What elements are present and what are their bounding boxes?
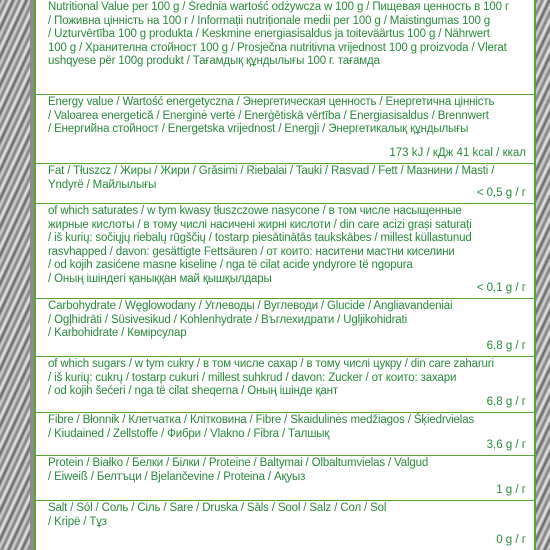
row-value: 6,8 g / г bbox=[486, 340, 526, 353]
row-sugars bbox=[36, 357, 534, 413]
background-texture-right bbox=[536, 0, 550, 550]
row-value: 173 kJ / кДж 41 kcal / ккал bbox=[389, 147, 526, 160]
row-fat bbox=[36, 164, 534, 204]
row-value: 1 g / г bbox=[496, 484, 526, 497]
row-protein bbox=[36, 456, 534, 501]
row-label: of which saturates / w tym kwasy tłuszczowe nasycone / в том числе насыщенные жирные кислоты / в тому числі насичені жирні кислоти / din care acizi grași saturați / iš kurių: sočiųjų riebalų rūgščių / tostarp piesātinātās taukskābes / millest küllastunud rasvhapped / davon: gesättigte Fettsäuren / от които: наситени мастни киселини / od kojih zasićene masne kiseline / nga të cilat acide yndyrore të ngopura / Оның ішіндегі қаныққан май қышқылдары bbox=[48, 205, 472, 285]
row-energy bbox=[36, 95, 534, 164]
row-label: Fat / Tłuszcz / Жиры / Жири / Grăsimi / Riebalai / Tauki / Rasvad / Fett / Мазнини / Masti / Yndyrë / Майлылығы bbox=[48, 165, 495, 191]
row-label: Protein / Białko / Белки / Білки / Proteine / Baltymai / Olbaltumvielas / Valgud / Eiweiß / Белтъци / Bjelančevine / Proteina / Ақуыз bbox=[48, 457, 429, 483]
nutrition-table bbox=[34, 0, 536, 550]
row-value: < 0,1 g / г bbox=[476, 282, 526, 295]
row-label: of which sugars / w tym cukry / в том числе сахар / в тому числі цукру / din care zaharuri / iš kurių: cukrų / tostarp cukuri / millest suhkrud / davon: Zucker / от които: захари / od kojih šećeri / nga të cilat sheqerna / Оның ішінде қант bbox=[48, 358, 494, 398]
row-label: Carbohydrate / Węglowodany / Углеводы / Вуглеводи / Glucide / Angliavandeniai / Ogļhidrāti / Süsivesikud / Kohlenhydrate / Въглехидрати / Ugljikohidrati / Karbohidrate / Көмірсулар bbox=[48, 300, 453, 340]
row-value: 6,8 g / г bbox=[486, 396, 526, 409]
row-salt bbox=[36, 501, 534, 550]
row-value: 3,6 g / г bbox=[486, 439, 526, 452]
header-text: Nutritional Value per 100 g / Średnia wartość odżywcza w 100 g / Пищевая ценность в 100 г / Поживна цінність на 100 г / Informații nutriționale medii per 100 g / Maistingumas 100 g / Uzturvērtība 100 g produkta / Keskmine energiasisaldus ja toiteväärtus 100 g / Nährwert 100 g / Хранителна стойност 100 g / Prosječna nutritivna vrijednost 100 g proizvoda / Vlerat ushqyese për 100g produkt / Тағамдық құндылығы 100 г. тағамда bbox=[48, 1, 510, 68]
nutrition-header bbox=[36, 0, 534, 95]
row-carbohydrate bbox=[36, 299, 534, 357]
background-texture-left bbox=[0, 0, 30, 550]
row-label: Fibre / Błonnik / Клетчатка / Клітковина / Fibre / Skaidulinės medžiagos / Šķiedrvielas / Kiudained / Zellstoffe / Фибри / Vlakno / Fibra / Талшық bbox=[48, 414, 475, 440]
row-value: < 0,5 g / г bbox=[476, 187, 526, 200]
row-saturates bbox=[36, 204, 534, 299]
row-value: 0 g / г bbox=[496, 534, 526, 547]
row-label: Energy value / Wartość energetyczna / Энергетическая ценность / Енергетична цінність / Valoarea energetică / Energinė vertė / Enerģētiskā vērtība / Energiasisaldus / Brennwert / Енергийна стойност / Energetska vrijednost / Energji / Энергетикалық құндылығы bbox=[48, 96, 495, 136]
row-label: Salt / Sól / Соль / Сіль / Sare / Druska / Sāls / Sool / Salz / Сол / Sol / Kripë / Тұз bbox=[48, 502, 387, 528]
row-fibre bbox=[36, 413, 534, 456]
